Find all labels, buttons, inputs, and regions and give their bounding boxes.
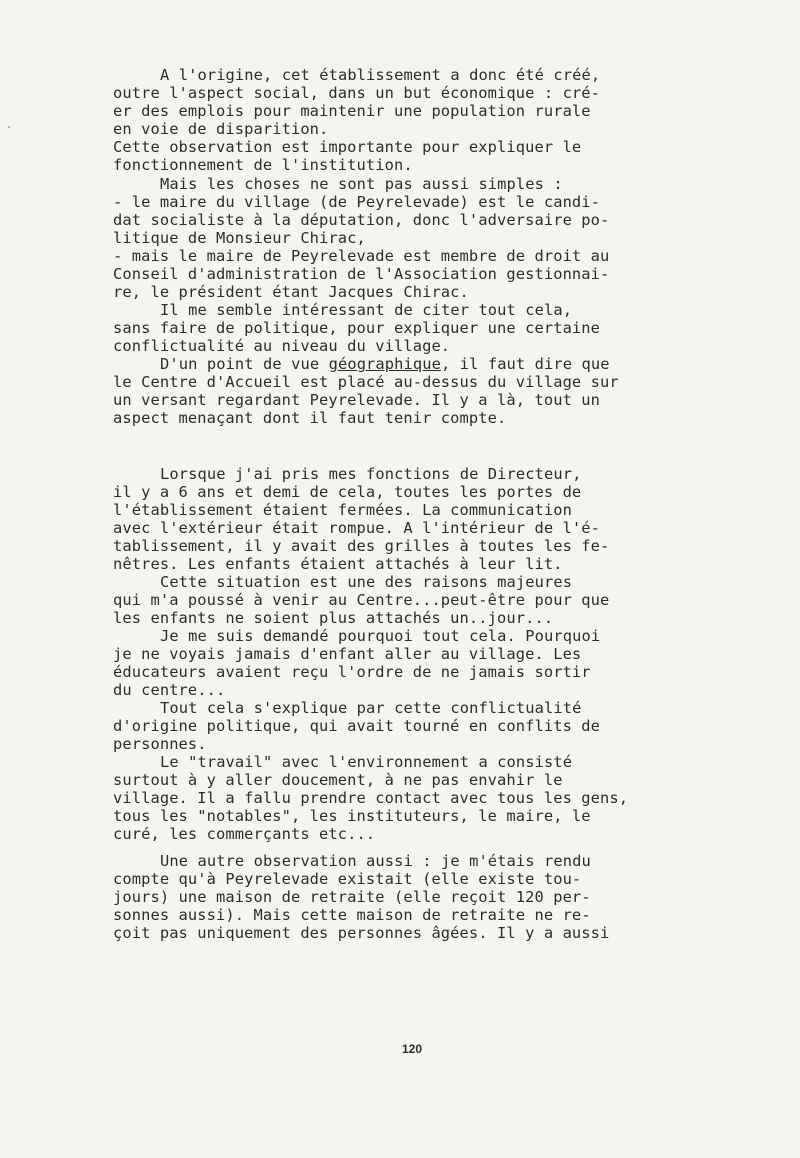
text-line: sonnes aussi). Mais cette maison de retraite ne re-	[113, 906, 591, 924]
text-line: les enfants ne soient plus attachés un..jour...	[113, 609, 554, 627]
text-line: un versant regardant Peyrelevade. Il y a là, tout un	[113, 391, 601, 409]
scan-speck	[8, 126, 10, 128]
text-line: qui m'a poussé à venir au Centre...peut-être pour que	[113, 591, 610, 609]
text-line: re, le président étant Jacques Chirac.	[113, 283, 469, 301]
text-line: Cette situation est une des raisons majeures	[160, 573, 573, 591]
text-line: Conseil d'administration de l'Association gestionnai-	[113, 265, 610, 283]
text-line: avec l'extérieur était rompue. A l'intérieur de l'é-	[113, 519, 601, 537]
text-line: fonctionnement de l'institution.	[113, 156, 413, 174]
text-line: A l'origine, cet établissement a donc été créé,	[160, 66, 601, 84]
text-line: - le maire du village (de Peyrelevade) est le candi-	[113, 193, 601, 211]
text-line: du centre...	[113, 681, 226, 699]
text-line: sans faire de politique, pour expliquer une certaine	[113, 319, 601, 337]
text-line: surtout à y aller doucement, à ne pas envahir le	[113, 771, 563, 789]
text-line: personnes.	[113, 735, 207, 753]
text-line: éducateurs avaient reçu l'ordre de ne jamais sortir	[113, 663, 591, 681]
text-line: compte qu'à Peyrelevade existait (elle existe tou-	[113, 870, 582, 888]
text-line: Une autre observation aussi : je m'étais rendu	[160, 852, 591, 870]
text-line: er des emplois pour maintenir une population rurale	[113, 102, 591, 120]
text-line: Je me suis demandé pourquoi tout cela. Pourquoi	[160, 627, 601, 645]
text-line: nêtres. Les enfants étaient attachés à leur lit.	[113, 555, 563, 573]
text-line: Mais les choses ne sont pas aussi simples :	[160, 175, 563, 193]
text-line: en voie de disparition.	[113, 120, 329, 138]
text-line: tous les "notables", les instituteurs, le maire, le	[113, 807, 591, 825]
text-segment: , il faut dire que	[441, 355, 610, 373]
text-line: jours) une maison de retraite (elle reçoit 120 per-	[113, 888, 591, 906]
text-line: - mais le maire de Peyrelevade est membre de droit au	[113, 247, 610, 265]
page-number: 120	[402, 1042, 423, 1056]
text-line: dat socialiste à la députation, donc l'adversaire po-	[113, 211, 610, 229]
text-line: Il me semble intéressant de citer tout cela,	[160, 301, 573, 319]
text-line: litique de Monsieur Chirac,	[113, 229, 366, 247]
text-line: conflictualité au niveau du village.	[113, 337, 451, 355]
underlined-word: géographique	[328, 355, 441, 373]
text-line: curé, les commerçants etc...	[113, 825, 376, 843]
text-line: outre l'aspect social, dans un but économique : cré-	[113, 84, 601, 102]
text-line: l'établissement étaient fermées. La communication	[113, 501, 572, 519]
text-line: Lorsque j'ai pris mes fonctions de Directeur,	[160, 465, 582, 483]
text-line: d'origine politique, qui avait tourné en conflits de	[113, 717, 601, 735]
text-line: village. Il a fallu prendre contact avec tous les gens,	[113, 789, 629, 807]
text-line: je ne voyais jamais d'enfant aller au village. Les	[113, 645, 582, 663]
text-line: Cette observation est importante pour expliquer le	[113, 138, 582, 156]
text-line: Le "travail" avec l'environnement a consisté	[160, 753, 573, 771]
text-line: il y a 6 ans et demi de cela, toutes les portes de	[113, 483, 582, 501]
text-line: çoit pas uniquement des personnes âgées. Il y a aussi	[113, 924, 610, 942]
text-line: le Centre d'Accueil est placé au-dessus du village sur	[113, 373, 619, 391]
text-line: aspect menaçant dont il faut tenir compte.	[113, 409, 507, 427]
text-line: Tout cela s'explique par cette conflictualité	[160, 699, 582, 717]
text-segment: D'un point de vue	[160, 355, 329, 373]
text-line: tablissement, il y avait des grilles à toutes les fe-	[113, 537, 610, 555]
text-line	[160, 355, 610, 373]
